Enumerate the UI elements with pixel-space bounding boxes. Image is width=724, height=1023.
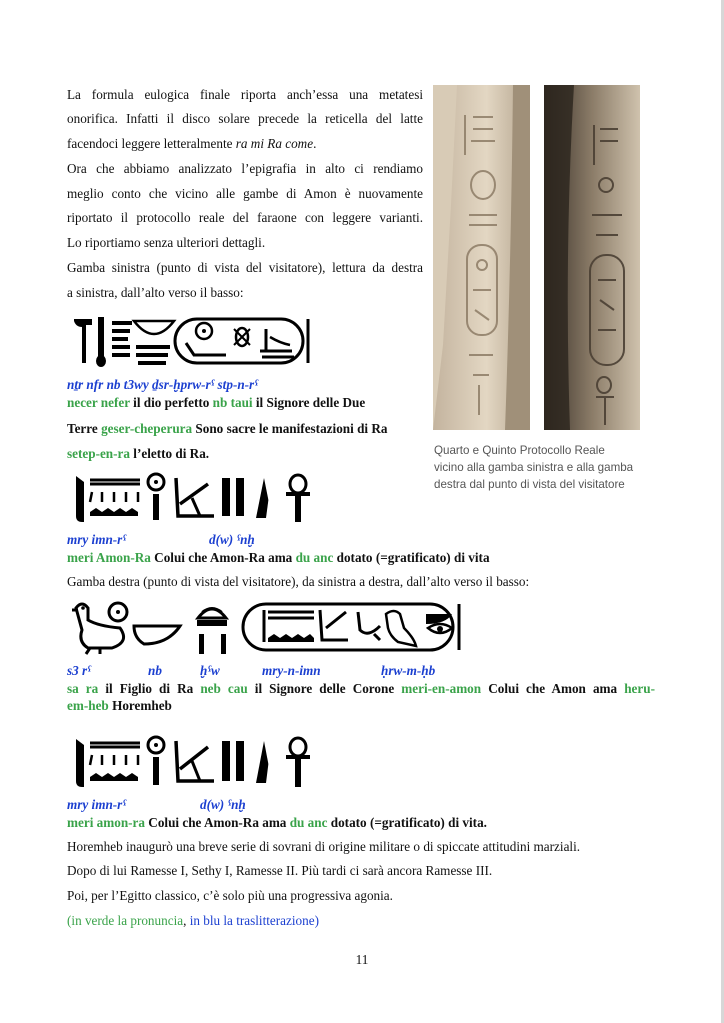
reading-block-4: meri amon-ra Colui che Amon-Ra ama du anc dotato (=gratificato) di vita. — [67, 815, 487, 830]
intro-line-4: Ora che abbiamo analizzato l’epigrafia in alto ci rendiamo — [67, 161, 423, 176]
closing-line-3: Poi, per l’Egitto classico, c’è solo più una progressiva agonia. — [67, 888, 393, 903]
reading-block-3-line-2: em-heb Horemheb — [67, 698, 172, 713]
legend-line: (in verde la pronuncia, in blu la traslitterazione) — [67, 913, 319, 928]
hieroglyph-row-1 — [70, 313, 315, 369]
translit-block-4-a: mry imn-rˁ — [67, 797, 126, 812]
photo-right-leg-relief — [544, 85, 640, 430]
intro-line-1: La formula eulogica finale riporta anch’essa una metatesi — [67, 87, 423, 102]
photo-caption-line-2: vicino alla gamba sinistra e alla gamba — [434, 461, 634, 474]
reading-block-2: meri Amon-Ra Colui che Amon-Ra ama du anc dotato (=gratificato) di vita — [67, 550, 490, 565]
reading-block-3-line-1: sa ra il Figlio di Ra neb cau il Signore delle Corone meri-en-amon Colui che Amon ama heru- — [67, 681, 655, 696]
translit-block-3-s3: s3 rˁ — [67, 663, 91, 678]
intro-line-2: onorifica. Infatti il disco solare precede la reticella del latte — [67, 111, 423, 126]
hieroglyph-row-3 — [68, 598, 468, 656]
photo-left-leg-relief — [433, 85, 530, 430]
intro-line-5: meglio conto che vicino alle gambe di Amon è nuovamente — [67, 186, 423, 201]
translit-block-4-b: d(w) ˁnḫ — [200, 797, 246, 812]
translit-block-3-nb: nb — [148, 663, 162, 678]
translit-block-2-a: mry imn-rˁ — [67, 532, 126, 547]
page-number: 11 — [355, 952, 369, 967]
closing-line-2: Dopo di lui Ramesse I, Sethy I, Ramesse II. Più tardi ci sarà ancora Ramesse III. — [67, 863, 493, 878]
translit-block-2-b: d(w) ˁnḫ — [209, 532, 255, 547]
translit-block-1: nṯr nfr nb t3wy ḏsr-ḫprw-rˁ stp-n-rˁ — [67, 377, 258, 392]
photo-caption-line-1: Quarto e Quinto Protocollo Reale — [434, 444, 605, 457]
intro-line-8: Gamba sinistra (punto di vista del visitatore), lettura da destra — [67, 260, 423, 275]
translit-block-3-mry: mry-n-imn — [262, 663, 321, 678]
reading-block-1-line-1: necer nefer il dio perfetto nb taui il Signore delle Due — [67, 395, 366, 410]
photo-caption-line-3: destra dal punto di vista del visitatore — [434, 478, 625, 491]
intro-line-3: facendoci leggere letteralmente ra mi Ra come. — [67, 136, 317, 151]
intro-line-9: a sinistra, dall’alto verso il basso: — [67, 285, 244, 300]
translit-block-3-hrw: ḥrw-m-ḥb — [381, 663, 436, 678]
intro-line-7: Lo riportiamo senza ulteriori dettagli. — [67, 235, 266, 250]
translit-block-3-hw: ḫˁw — [200, 663, 220, 678]
intro-line-6: riportato il protocollo reale del faraone con leggere varianti. — [67, 210, 423, 225]
hieroglyph-row-2 — [68, 470, 318, 526]
reading-block-1-line-2: Terre geser-cheperura Sono sacre le manifestazioni di Ra — [67, 421, 388, 436]
hieroglyph-row-4 — [68, 733, 318, 791]
gamba-destra-heading: Gamba destra (punto di vista del visitatore), da sinistra a destra, dall’alto verso il basso: — [67, 574, 530, 589]
closing-line-1: Horemheb inaugurò una breve serie di sovrani di origine militare o di spiccate attitudini marziali. — [67, 839, 581, 854]
reading-block-1-line-3: setep-en-ra l’eletto di Ra. — [67, 446, 210, 461]
